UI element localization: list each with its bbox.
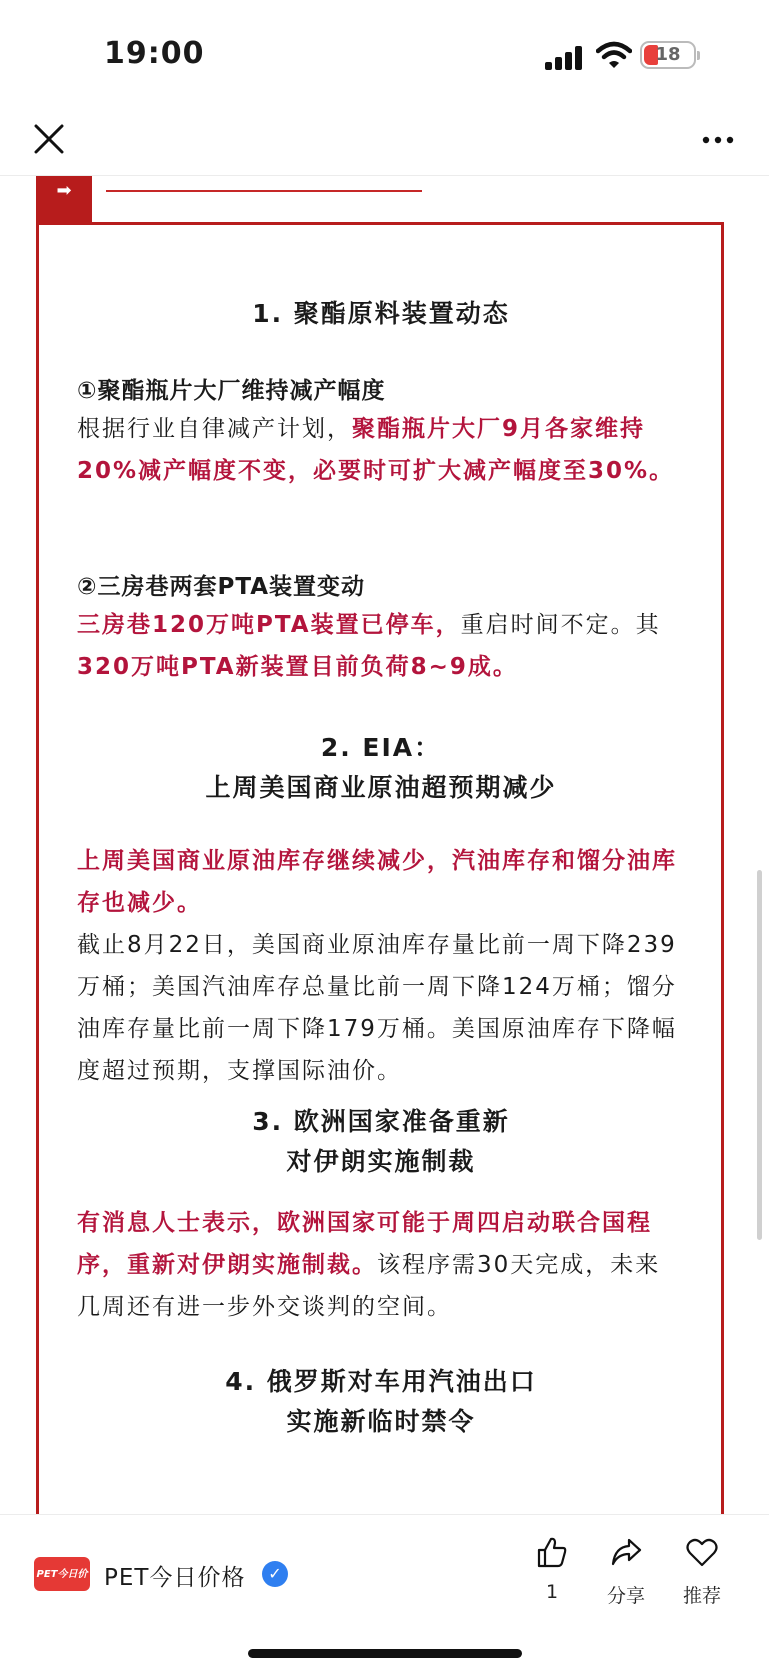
section-1b-highlight-2: 320万吨PTA新装置目前负荷8~9成。 (77, 654, 518, 680)
like-button[interactable] (522, 1535, 582, 1603)
heart-icon (685, 1535, 719, 1569)
verified-badge-icon: ✓ (262, 1561, 288, 1587)
section-3-title-line2: 对伊朗实施制裁 (286, 1147, 476, 1176)
like-count: 1 (545, 1581, 559, 1603)
cellular-signal-icon (545, 46, 583, 70)
battery-level: 18 (655, 44, 681, 65)
more-options-icon[interactable] (700, 130, 740, 150)
home-indicator[interactable] (248, 1649, 522, 1658)
arrow-right-icon: ➡ (36, 176, 92, 222)
account-logo[interactable]: PET今日价格 (34, 1557, 90, 1591)
close-icon[interactable] (30, 120, 70, 160)
section-2-title-line2: 上周美国商业原油超预期减少 (205, 773, 557, 802)
bottom-action-bar (0, 1514, 769, 1671)
account-name[interactable]: PET今日价格 (104, 1565, 246, 1591)
section-1b-title: ②三房巷两套PTA装置变动 (77, 574, 366, 600)
section-3-highlight: 有消息人士表示，欧洲国家可能于周四启动联合国程序，重新对伊朗实施制裁。 (77, 1210, 652, 1278)
scrollbar[interactable] (757, 870, 762, 1240)
section-2-text: 截止8月22日，美国商业原油库存量比前一周下降239万桶；美国汽油库存总量比前一周下降124万桶；馏分油库存量比前一周下降179万桶。美国原油库存下降幅度超过预期，支撑国际油价。 (77, 932, 677, 1084)
section-4-title-line2: 实施新临时禁令 (286, 1407, 476, 1436)
section-1a-highlight: 聚酯瓶片大厂9月各家维持20%减产幅度不变，必要时可扩大减产幅度至30%。 (77, 416, 675, 484)
recommend-label: 推荐 (682, 1585, 721, 1607)
status-bar (0, 0, 769, 110)
status-time: 19:00 (104, 36, 205, 71)
share-button[interactable] (596, 1535, 656, 1608)
section-3-title-line1: 3. 欧洲国家准备重新 (252, 1107, 510, 1136)
nav-bar (0, 110, 769, 176)
section-1a-text: 根据行业自律减产计划， (77, 416, 352, 442)
section-2-highlight: 上周美国商业原油库存继续减少，汽油库存和馏分油库存也减少。 (77, 848, 677, 916)
article-content (0, 176, 769, 1514)
section-1b-text: 重启时间不定。其 (460, 612, 661, 638)
section-1-title: 1. 聚酯原料装置动态 (252, 299, 510, 328)
battery-icon (640, 41, 696, 69)
share-label: 分享 (606, 1585, 645, 1607)
thumbs-up-icon (535, 1535, 569, 1569)
section-1a-title: ①聚酯瓶片大厂维持减产幅度 (77, 378, 386, 404)
section-1b-highlight-1: 三房巷120万吨PTA装置已停车， (77, 612, 461, 638)
recommend-button[interactable] (672, 1535, 732, 1608)
section-4-title-line1: 4. 俄罗斯对车用汽油出口 (225, 1367, 537, 1396)
divider (106, 190, 422, 192)
wifi-icon (596, 40, 632, 70)
section-3-text: 该程序需30天完成，未来几周还有进一步外交谈判的空间。 (77, 1252, 661, 1320)
share-icon (609, 1535, 643, 1569)
section-2-title-line1: 2. EIA： (320, 733, 442, 762)
